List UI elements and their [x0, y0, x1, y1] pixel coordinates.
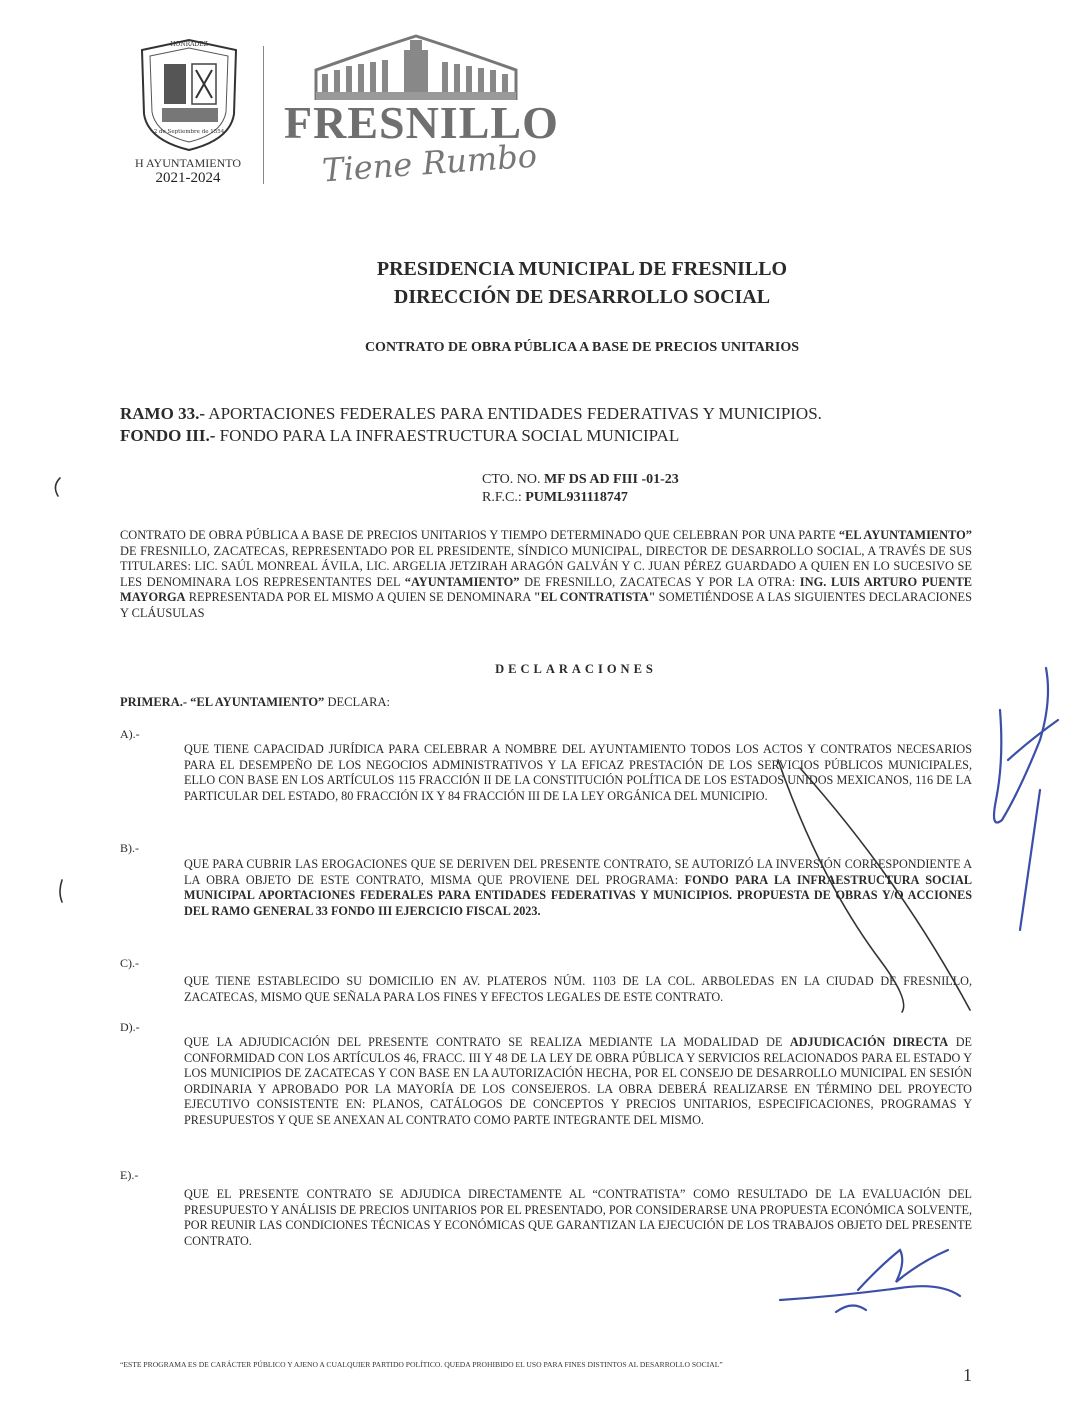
- contract-number-label: CTO. NO.: [482, 472, 541, 487]
- fondo-label: FONDO III.-: [120, 426, 216, 445]
- primera-text: DECLARA:: [324, 695, 390, 709]
- margin-mark-icon: [55, 478, 60, 496]
- intro-text: CONTRATO DE OBRA PÚBLICA A BASE DE PRECIOS UNITARIOS Y TIEMPO DETERMINADO QUE CELEBRAN POR UNA PARTE: [120, 528, 839, 542]
- clause-d-text: [184, 1035, 972, 1128]
- intro-text: DE FRESNILLO, ZACATECAS Y POR LA OTRA:: [519, 574, 800, 589]
- clause-e-text: QUE EL PRESENTE CONTRATO SE ADJUDICA DIRECTAMENTE AL “CONTRATISTA” COMO RESULTADO DE LA EVALUACIÓN DEL PRESUPUESTO Y ANÁLISIS DE PRECIOS UNITARIOS POR EL PRESENTADO, POR CONSIDERARSE UNA PROPUESTA ECONÓMICA SOLVENTE, POR REUNIR LAS CONDICIONES TÉCNICAS Y ECONÓMICAS QUE GARANTIZAN LA EJECUCIÓN DE LOS TRABAJOS OBJETO DEL PRESENTE CONTRATO.: [184, 1187, 972, 1248]
- margin-mark-icon: [60, 880, 62, 902]
- clause-c-label: C).-: [120, 956, 139, 970]
- ayuntamiento-years: 2021-2024: [155, 170, 221, 186]
- brand-slogan: Tiene Rumbo: [320, 136, 539, 190]
- municipal-seal-icon: [134, 36, 244, 154]
- fondo-text: FONDO PARA LA INFRAESTRUCTURA SOCIAL MUNICIPAL: [215, 426, 680, 445]
- primera-declaration: [120, 695, 390, 710]
- intro-bold: “EL AYUNTAMIENTO”: [838, 528, 972, 542]
- seal-motto: HONRADEZ: [170, 41, 208, 48]
- fondo-line: [120, 426, 679, 446]
- page-number: 1: [963, 1365, 972, 1385]
- rfc-value: PUML931118747: [521, 490, 628, 505]
- intro-bold: “AYUNTAMIENTO”: [404, 574, 520, 589]
- intro-text: REPRESENTADA POR EL MISMO A QUIEN SE DENOMINARA: [185, 590, 534, 604]
- clause-d-label: D).-: [120, 1020, 140, 1034]
- seal-caption: 2 de Septiembre de 1554: [153, 129, 225, 135]
- ramo-line: [120, 404, 822, 424]
- contract-number-value: MF DS AD FIII -01-23: [540, 472, 679, 487]
- brand-name: FRESNILLO: [284, 97, 559, 148]
- clause-a-text: QUE TIENE CAPACIDAD JURÍDICA PARA CELEBRAR A NOMBRE DEL AYUNTAMIENTO TODOS LOS ACTOS Y CONTRATOS NECESARIOS PARA EL DESEMPEÑO DE LOS NEGOCIOS ADMINISTRATIVOS Y LA EFICAZ PRESTACIÓN DE LOS SERVICIOS PÚBLICOS MUNICIPALES, ELLO CON BASE EN LOS ARTÍCULOS 115 FRACCIÓN II DE LA CONSTITUCIÓN POLÍTICA DE LOS ESTADOS UNIDOS MEXICANOS, 116 DE LA PARTICULAR DEL ESTADO, 80 FRACCIÓN IX Y 84 FRACCIÓN III DE LA LEY ORGÁNICA DEL MUNICIPIO.: [184, 742, 972, 803]
- clause-e-label: E).-: [120, 1168, 139, 1182]
- header-divider: [263, 46, 264, 184]
- rfc: [482, 490, 628, 506]
- city-skyline-icon: [312, 30, 520, 102]
- page-title-direccion: DIRECCIÓN DE DESARROLLO SOCIAL: [393, 286, 771, 308]
- clause-a-label: A).-: [120, 727, 140, 741]
- contract-type-heading: CONTRATO DE OBRA PÚBLICA A BASE DE PRECIOS UNITARIOS: [364, 340, 800, 355]
- signature-bottom-icon: [780, 1250, 960, 1312]
- rfc-label: R.F.C.:: [482, 490, 522, 505]
- clause-d-body: QUE LA ADJUDICACIÓN DEL PRESENTE CONTRATO SE REALIZA MEDIANTE LA MODALIDAD DE: [184, 1035, 790, 1049]
- clause-d-body: DE CONFORMIDAD CON LOS ARTÍCULOS 46, FRACC. III Y 48 DE LA LEY DE OBRA PÚBLICA Y SERVICIOS RELACIONADOS PARA EL ESTADO Y LOS MUNICIPIOS DE ZACATECAS Y CON BASE EN LA AUTORIZACIÓN HECHA, POR EL CONSEJO DE DESARROLLO MUNICIPAL EN SESIÓN ORDINARIA Y APROBADO POR LA MAYORÍA DE LOS CONSEJEROS. LA OBRA DEBERÁ REALIZARSE EN TÉRMINO DEL PROYECTO EJECUTIVO CONSISTENTE EN: PLANOS, CATÁLOGOS DE CONCEPTOS Y PRECIOS UNITARIOS, ESPECIFICACIONES, PROGRAMAS Y PRESUPUESTOS Y QUE SE ANEXAN AL CONTRATO COMO PARTE INTEGRANTE DEL MISMO.: [184, 1035, 973, 1127]
- intro-bold: ING. LUIS ARTURO PUENTE MAYORGA: [120, 574, 973, 604]
- clause-b-label: B).-: [120, 841, 139, 855]
- clause-b-body: QUE PARA CUBRIR LAS EROGACIONES QUE SE DERIVEN DEL PRESENTE CONTRATO, SE AUTORIZÓ LA INVERSIÓN CORRESPONDIENTE A LA OBRA OBJETO DE ESTE CONTRATO, MISMA QUE PROVIENE DEL PROGRAMA:: [184, 857, 972, 887]
- clause-d-modality: ADJUDICACIÓN DIRECTA: [789, 1035, 949, 1049]
- ayuntamiento-label: H AYUNTAMIENTO: [134, 156, 242, 170]
- declaraciones-heading: DECLARACIONES: [495, 662, 657, 676]
- clause-b-program: FONDO PARA LA INFRAESTRUCTURA SOCIAL MUNICIPAL APORTACIONES FEDERALES PARA ENTIDADES FEDERATIVAS Y MUNICIPIOS. PROPUESTA DE OBRAS Y/O ACCIONES DEL RAMO GENERAL 33 FONDO III EJERCICIO FISCAL 2023.: [184, 872, 972, 918]
- footer-note: “ESTE PROGRAMA ES DE CARÁCTER PÚBLICO Y AJENO A CUALQUIER PARTIDO POLÍTICO. QUEDA PROHIBIDO EL USO PARA FINES DISTINTOS AL DESARROLLO SOCIAL”: [120, 1360, 723, 1369]
- intro-paragraph: [120, 528, 972, 621]
- ramo-text: APORTACIONES FEDERALES PARA ENTIDADES FEDERATIVAS Y MUNICIPIOS.: [204, 404, 822, 423]
- intro-bold: "EL CONTRATISTA": [533, 590, 656, 604]
- clause-c-text: QUE TIENE ESTABLECIDO SU DOMICILIO EN AV. PLATEROS NÚM. 1103 DE LA COL. ARBOLEDAS EN LA CIUDAD DE FRESNILLO, ZACATECAS, MISMO QUE SEÑALA PARA LOS FINES Y EFECTOS LEGALES DE ESTE CONTRATO.: [184, 974, 972, 1004]
- signature-right-icon: [994, 668, 1058, 930]
- primera-label: PRIMERA.- “EL AYUNTAMIENTO”: [120, 695, 325, 709]
- intro-text: SOMETIÉNDOSE A LAS SIGUIENTES DECLARACIONES Y CLÁUSULAS: [120, 590, 973, 620]
- clause-b-text: [184, 857, 972, 919]
- contract-number: [482, 472, 679, 488]
- intro-text: DE FRESNILLO, ZACATECAS, REPRESENTADO POR EL PRESIDENTE, SÍNDICO MUNICIPAL, DIRECTOR DE DESARROLLO SOCIAL, A TRAVÉS DE SUS TITULARES: LIC. SAÚL MONREAL ÁVILA, LIC. ARGELIA JETZIRAH ARAGÓN GALVÁN Y C. JUAN PÉREZ GUARDADO A QUIEN EN LO SUCESIVO SE LES DENOMINARA LOS REPRESENTANTES DEL: [120, 543, 972, 589]
- page-title-presidencia: PRESIDENCIA MUNICIPAL DE FRESNILLO: [376, 258, 788, 280]
- ramo-label: RAMO 33.-: [120, 404, 205, 423]
